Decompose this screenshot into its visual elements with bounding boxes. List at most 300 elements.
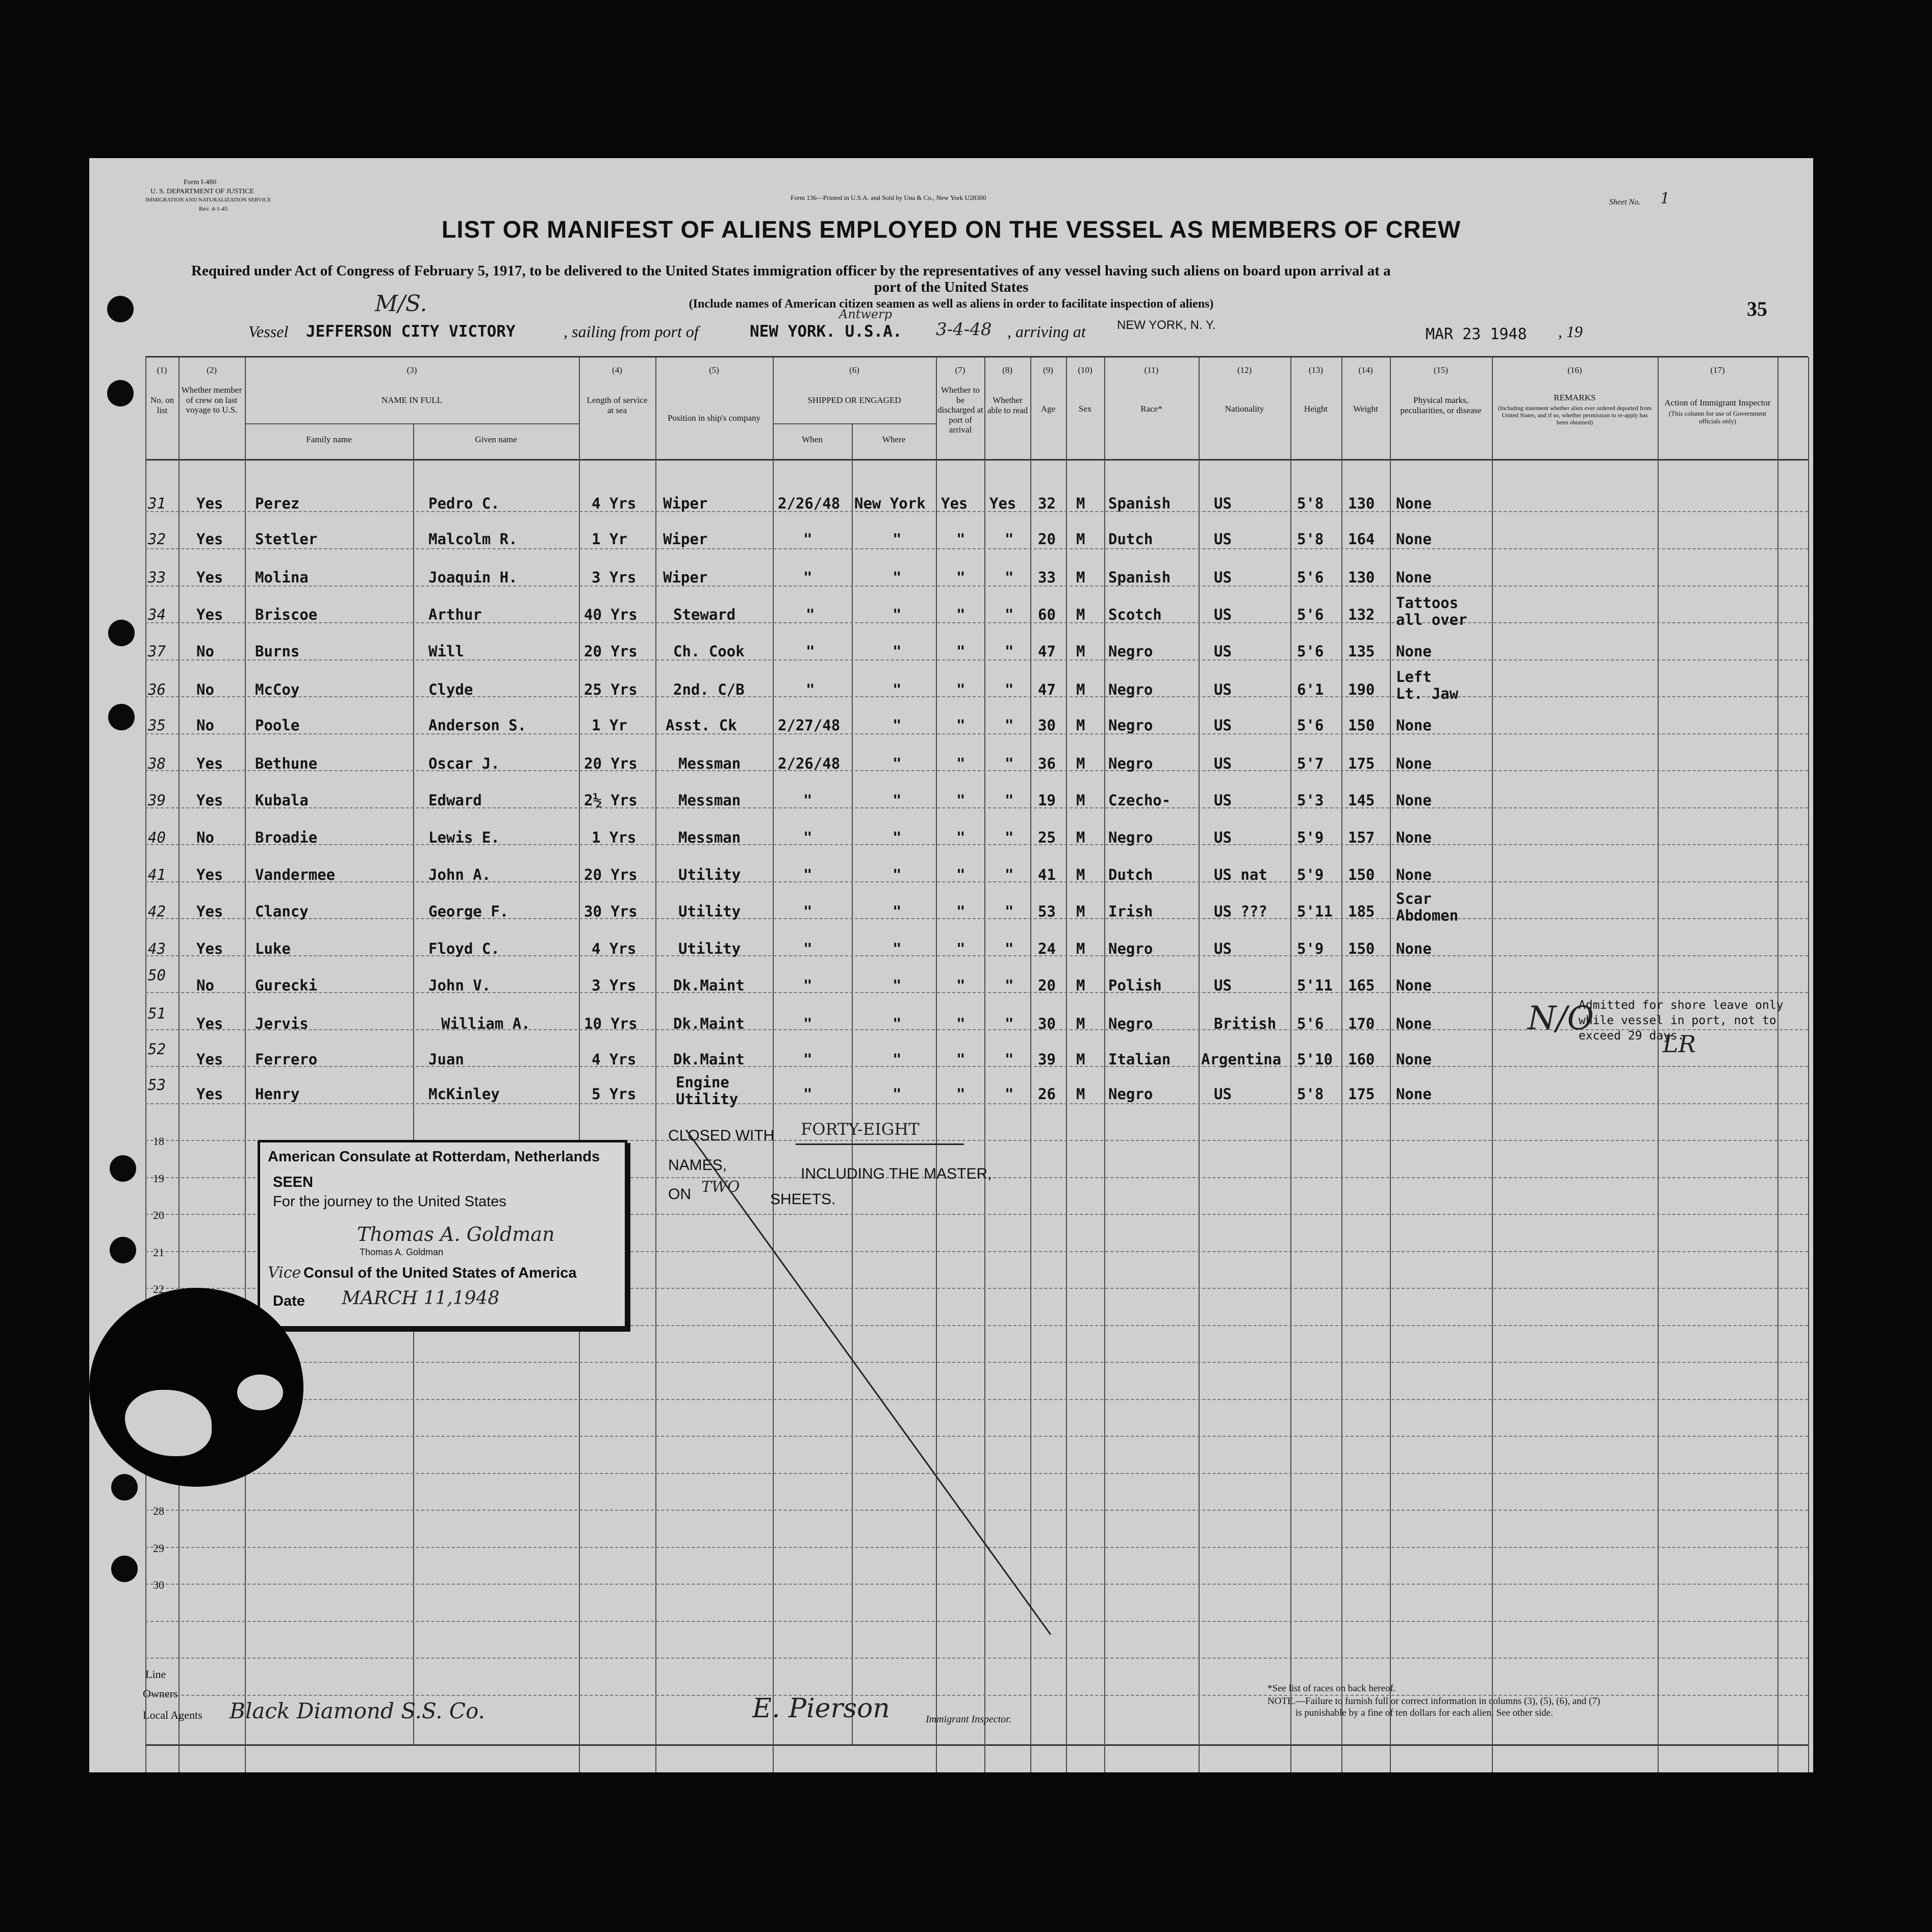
- col-num-3: (3): [406, 365, 417, 375]
- height: 5'11: [1297, 977, 1333, 994]
- last-voyage: No: [196, 717, 214, 734]
- col-num-12: (12): [1237, 365, 1252, 375]
- stamp-date-label: Date: [273, 1293, 305, 1309]
- given-name: Lewis E.: [428, 829, 500, 846]
- nationality: US: [1214, 606, 1232, 623]
- able-to-read: ": [1005, 681, 1014, 698]
- shipped-where: ": [893, 1085, 902, 1103]
- race: Italian: [1108, 1051, 1171, 1068]
- embossed-seal: [89, 1288, 303, 1487]
- col-num-4: (4): [612, 365, 622, 375]
- age: 60: [1038, 606, 1056, 623]
- discharged: ": [956, 1015, 965, 1032]
- stamp-line-3: For the journey to the United States: [273, 1193, 506, 1210]
- shipped-where: ": [893, 829, 902, 846]
- header-name-in-full: NAME IN FULL: [382, 395, 442, 405]
- shipped-where: ": [893, 1015, 902, 1032]
- discharged: ": [956, 530, 965, 548]
- header-remarks: REMARKS: [1554, 393, 1596, 402]
- last-voyage: Yes: [196, 1085, 223, 1103]
- weight: 170: [1348, 1015, 1375, 1032]
- row-number: 35: [148, 717, 166, 734]
- able-to-read: ": [1005, 1085, 1014, 1103]
- row-number: 50: [148, 967, 166, 984]
- height: 5'10: [1297, 1051, 1333, 1068]
- row-number: 39: [148, 792, 166, 809]
- remark-line-3: exceed 29 days.: [1579, 1029, 1685, 1043]
- able-to-read: ": [1005, 1015, 1014, 1032]
- revision: Rev. 4-1-45: [199, 205, 228, 212]
- shipped-where: ": [893, 940, 902, 957]
- length-of-service: 1 Yrs: [592, 829, 637, 846]
- age: 24: [1038, 940, 1056, 957]
- closing-names: NAMES,: [668, 1157, 727, 1174]
- length-of-service: 4 Yrs: [592, 940, 637, 957]
- last-voyage: Yes: [196, 1015, 223, 1032]
- col-num-2: (2): [207, 365, 217, 375]
- physical-marks-line-2: all over: [1396, 611, 1467, 628]
- shipped-when: 2/26/48: [778, 495, 841, 512]
- physical-marks: None: [1396, 1015, 1432, 1032]
- race: Czecho-: [1108, 792, 1171, 809]
- sailing-label: , sailing from port of: [564, 322, 699, 341]
- physical-marks: None: [1396, 530, 1432, 548]
- nationality: US: [1214, 792, 1232, 809]
- sailing-date: 3-4-48: [936, 319, 992, 340]
- header-able-to-read: Whether able to read: [987, 395, 1028, 415]
- closing-sheet-count: TWO: [701, 1178, 740, 1196]
- inspector-signature: E. Pierson: [752, 1693, 890, 1724]
- age: 20: [1038, 530, 1056, 548]
- remark-initials: LR: [1663, 1030, 1696, 1058]
- weight: 130: [1348, 569, 1375, 586]
- page-number: 35: [1747, 297, 1767, 320]
- subtitle-line-3: (Include names of American citizen seamen as well as aliens in order to facilitate inspection of aliens): [689, 297, 1214, 311]
- position: Dk.Maint: [673, 977, 745, 994]
- physical-marks-line-2: Abdomen: [1396, 907, 1459, 924]
- given-name: Anderson S.: [428, 717, 527, 734]
- age: 19: [1038, 792, 1056, 809]
- height: 5'9: [1297, 866, 1324, 883]
- weight: 132: [1348, 606, 1375, 623]
- row-number: 21: [153, 1246, 164, 1259]
- stamp-line-4: Consul of the United States of America: [303, 1265, 577, 1281]
- physical-marks: None: [1396, 1085, 1432, 1103]
- shipped-when: ": [803, 866, 812, 883]
- age: 30: [1038, 1015, 1056, 1032]
- service-name: IMMIGRATION AND NATURALIZATION SERVICE: [145, 197, 271, 203]
- position: Engine: [676, 1074, 729, 1091]
- last-voyage: Yes: [196, 755, 223, 772]
- race: Spanish: [1108, 569, 1171, 586]
- row-number: 41: [148, 866, 166, 883]
- nationality: US: [1214, 717, 1232, 734]
- age: 30: [1038, 717, 1056, 734]
- col-num-5: (5): [709, 365, 719, 375]
- row-number: 28: [153, 1505, 164, 1517]
- height: 5'8: [1297, 495, 1324, 512]
- race: Negro: [1108, 717, 1153, 734]
- sex: M: [1076, 606, 1085, 623]
- position: Utility: [678, 866, 741, 883]
- length-of-service: 1 Yr: [592, 530, 627, 548]
- header-physical-marks: Physical marks, peculiarities, or disease: [1400, 395, 1482, 415]
- length-of-service: 20 Yrs: [584, 643, 638, 660]
- physical-marks: None: [1396, 792, 1432, 809]
- shipped-where: ": [893, 606, 902, 623]
- family-name: Perez: [255, 495, 300, 512]
- nationality: US: [1214, 829, 1232, 846]
- stamp-line-1: American Consulate at Rotterdam, Netherlands: [268, 1149, 600, 1165]
- header-inspector-action: Action of Immigrant Inspector: [1664, 398, 1771, 408]
- family-name: Luke: [255, 940, 291, 957]
- nationality: US: [1214, 940, 1232, 957]
- shipped-when: ": [803, 903, 812, 920]
- header-family-name: Family name: [306, 435, 352, 444]
- footer-agents-label: Local Agents: [143, 1709, 202, 1721]
- arriving-label: , arriving at: [1007, 322, 1086, 341]
- sex: M: [1076, 1085, 1085, 1103]
- family-name: Gurecki: [255, 977, 318, 994]
- given-name: George F.: [428, 903, 509, 920]
- position: 2nd. C/B: [673, 681, 745, 698]
- race: Negro: [1108, 681, 1153, 698]
- shipped-where: New York: [854, 495, 926, 512]
- shipped-when: ": [806, 681, 815, 698]
- physical-marks: Scar: [1396, 890, 1432, 907]
- last-voyage: Yes: [196, 530, 223, 548]
- position: Asst. Ck: [666, 717, 737, 734]
- position: Utility: [678, 903, 741, 920]
- sex: M: [1076, 903, 1085, 920]
- given-name: Joaquin H.: [428, 569, 518, 586]
- length-of-service: 20 Yrs: [584, 866, 638, 883]
- row-number: 36: [148, 681, 166, 698]
- discharged: ": [956, 866, 965, 883]
- discharged: ": [956, 717, 965, 734]
- races-note: *See list of races on back hereof.: [1267, 1683, 1396, 1694]
- height: 5'6: [1297, 569, 1324, 586]
- footer-owners-label: Owners: [143, 1687, 178, 1700]
- sex: M: [1076, 940, 1085, 957]
- binder-hole: [111, 1556, 138, 1582]
- form-number: Form I-480: [184, 179, 217, 186]
- discharged: Yes: [941, 495, 968, 512]
- position: Wiper: [663, 530, 708, 548]
- sex: M: [1076, 866, 1085, 883]
- closing-sheets: SHEETS.: [770, 1191, 836, 1208]
- header-position: Position in ship's company: [667, 413, 761, 423]
- weight: 145: [1348, 792, 1375, 809]
- header-age: Age: [1040, 404, 1056, 414]
- position: Wiper: [663, 569, 708, 586]
- race: Negro: [1108, 755, 1153, 772]
- col-num-7: (7): [955, 365, 965, 375]
- stamp-signature: Thomas A. Goldman: [357, 1223, 555, 1245]
- discharged: ": [956, 792, 965, 809]
- nationality: US: [1214, 530, 1232, 548]
- position: Dk.Maint: [673, 1015, 745, 1032]
- race: Scotch: [1108, 606, 1162, 623]
- stamp-vice: Vice: [268, 1264, 301, 1282]
- last-voyage: No: [196, 977, 214, 994]
- able-to-read: ": [1005, 606, 1014, 623]
- header-length-of-service: Length of service at sea: [587, 395, 648, 415]
- footer-agents-value: Black Diamond S.S. Co.: [230, 1698, 485, 1723]
- race: Irish: [1108, 903, 1153, 920]
- sex: M: [1076, 1015, 1085, 1032]
- nationality: British: [1214, 1015, 1277, 1032]
- shipped-where: ": [893, 681, 902, 698]
- position: Messman: [678, 829, 741, 846]
- discharged: ": [956, 977, 965, 994]
- sex: M: [1076, 643, 1085, 660]
- row-number: 34: [148, 606, 166, 623]
- binder-hole: [108, 620, 135, 646]
- shipped-where: ": [893, 792, 902, 809]
- weight: 160: [1348, 1051, 1375, 1068]
- last-voyage: No: [196, 829, 214, 846]
- discharged: ": [956, 940, 965, 957]
- age: 47: [1038, 643, 1056, 660]
- height: 5'6: [1297, 1015, 1324, 1032]
- family-name: Kubala: [255, 792, 309, 809]
- able-to-read: ": [1005, 829, 1014, 846]
- row-number: 40: [148, 829, 166, 846]
- length-of-service: 3 Yrs: [592, 569, 637, 586]
- header-inspector-note: (This column for use of Government officials only): [1669, 410, 1766, 425]
- able-to-read: ": [1005, 643, 1014, 660]
- printer-line: Form 136—Printed in U.S.A. and Sold by Una & Co., New York U28300: [791, 194, 986, 201]
- length-of-service: 40 Yrs: [584, 606, 638, 623]
- sex: M: [1076, 829, 1085, 846]
- family-name: Jervis: [255, 1015, 309, 1032]
- able-to-read: ": [1005, 717, 1014, 734]
- ms-mark: M/S.: [375, 291, 427, 317]
- physical-marks: Left: [1396, 668, 1432, 685]
- header-discharged: Whether to be discharged at port of arrival: [937, 385, 983, 435]
- able-to-read: ": [1005, 792, 1014, 809]
- position: Messman: [678, 792, 741, 809]
- row-number: 19: [153, 1172, 164, 1185]
- family-name: Clancy: [255, 903, 309, 920]
- header-where: Where: [882, 435, 906, 444]
- height: 5'6: [1297, 606, 1324, 623]
- binder-hole: [108, 704, 135, 730]
- col-num-17: (17): [1710, 365, 1725, 375]
- discharged: ": [956, 569, 965, 586]
- sex: M: [1076, 495, 1085, 512]
- family-name: Bethune: [255, 755, 318, 772]
- position: Ch. Cook: [673, 643, 745, 660]
- family-name: Broadie: [255, 829, 318, 846]
- nationality: US: [1214, 755, 1232, 772]
- closing-closed-with: CLOSED WITH: [668, 1127, 775, 1144]
- col-num-9: (9): [1043, 365, 1053, 375]
- shipped-when: ": [803, 977, 812, 994]
- shipped-where: ": [893, 866, 902, 883]
- race: Negro: [1108, 1015, 1153, 1032]
- family-name: Stetler: [255, 530, 318, 548]
- discharged: ": [956, 1085, 965, 1103]
- vessel-label: Vessel: [248, 322, 289, 341]
- position: Steward: [673, 606, 736, 623]
- note-text-2: is punishable by a fine of ten dollars for each alien. See other side.: [1295, 1708, 1553, 1718]
- given-name: William A.: [441, 1015, 530, 1032]
- nationality: US: [1214, 681, 1232, 698]
- closing-count: FORTY-EIGHT: [801, 1120, 920, 1139]
- col-num-6: (6): [849, 365, 859, 375]
- discharged: ": [956, 903, 965, 920]
- weight: 164: [1348, 530, 1375, 548]
- shipped-when: ": [803, 792, 812, 809]
- able-to-read: ": [1005, 569, 1014, 586]
- physical-marks: None: [1396, 495, 1432, 512]
- age: 53: [1038, 903, 1056, 920]
- closing-on: ON: [668, 1186, 691, 1203]
- able-to-read: ": [1005, 530, 1014, 548]
- arrival-port: NEW YORK, N. Y.: [1117, 318, 1216, 332]
- height: 5'9: [1297, 940, 1324, 957]
- weight: 150: [1348, 866, 1375, 883]
- nationality: US nat: [1214, 866, 1267, 883]
- stamp-seen: SEEN: [273, 1174, 313, 1190]
- row-number: 38: [148, 755, 166, 772]
- height: 6'1: [1297, 681, 1324, 698]
- header-shipped-engaged: SHIPPED OR ENGAGED: [807, 395, 901, 405]
- page-title: LIST OR MANIFEST OF ALIENS EMPLOYED ON THE VESSEL AS MEMBERS OF CREW: [441, 216, 1461, 243]
- row-number: 29: [153, 1542, 164, 1555]
- given-name: McKinley: [428, 1085, 500, 1103]
- age: 32: [1038, 495, 1056, 512]
- shipped-where: ": [893, 717, 902, 734]
- sex: M: [1076, 977, 1085, 994]
- last-voyage: No: [196, 681, 214, 698]
- position: Messman: [678, 755, 741, 772]
- family-name: Molina: [255, 569, 309, 586]
- physical-marks: None: [1396, 940, 1432, 957]
- header-race: Race*: [1140, 404, 1162, 414]
- row-number: 18: [153, 1135, 164, 1148]
- discharged: ": [956, 755, 965, 772]
- header-nationality: Nationality: [1225, 404, 1264, 414]
- row-number: 51: [148, 1005, 166, 1022]
- closing-including: INCLUDING THE MASTER,: [801, 1165, 992, 1182]
- sex: M: [1076, 530, 1085, 548]
- height: 5'3: [1297, 792, 1324, 809]
- row-number: 20: [153, 1209, 164, 1222]
- able-to-read: ": [1005, 903, 1014, 920]
- race: Dutch: [1108, 530, 1153, 548]
- position: Wiper: [663, 495, 708, 512]
- length-of-service: 10 Yrs: [584, 1015, 638, 1032]
- given-name: John A.: [428, 866, 491, 883]
- col-num-10: (10): [1078, 365, 1092, 375]
- weight: 185: [1348, 903, 1375, 920]
- length-of-service: 5 Yrs: [592, 1085, 637, 1103]
- family-name: Poole: [255, 717, 300, 734]
- height: 5'6: [1297, 643, 1324, 660]
- last-voyage: Yes: [196, 792, 223, 809]
- row-number: 42: [148, 903, 166, 920]
- shipped-when: ": [806, 606, 815, 623]
- stamp-typed-name: Thomas A. Goldman: [360, 1247, 444, 1257]
- weight: 130: [1348, 495, 1375, 512]
- given-name: Arthur: [428, 606, 482, 623]
- physical-marks: None: [1396, 866, 1432, 883]
- consulate-stamp: [258, 1140, 627, 1329]
- age: 26: [1038, 1085, 1056, 1103]
- given-name: Malcolm R.: [428, 530, 518, 548]
- age: 41: [1038, 866, 1056, 883]
- height: 5'8: [1297, 1085, 1324, 1103]
- age: 39: [1038, 1051, 1056, 1068]
- able-to-read: ": [1005, 866, 1014, 883]
- col-num-15: (15): [1433, 365, 1448, 375]
- binder-hole: [110, 1155, 136, 1182]
- length-of-service: 4 Yrs: [592, 495, 637, 512]
- physical-marks-line-2: Lt. Jaw: [1396, 685, 1459, 702]
- row-number: 53: [148, 1076, 166, 1094]
- col-num-14: (14): [1358, 365, 1373, 375]
- able-to-read: ": [1005, 755, 1014, 772]
- physical-marks: Tattoos: [1396, 594, 1459, 612]
- nationality: US: [1214, 643, 1232, 660]
- header-last-voyage: Whether member of crew on last voyage to U.S.: [181, 385, 242, 415]
- family-name: Henry: [255, 1085, 300, 1103]
- given-name: Will: [428, 643, 464, 660]
- height: 5'8: [1297, 530, 1324, 548]
- given-name: Oscar J.: [428, 755, 500, 772]
- sex: M: [1076, 681, 1085, 698]
- subtitle-line-1: Required under Act of Congress of February 5, 1917, to be delivered to the United States immigration officer by the representatives of any vessel having such aliens on board upon arrival at a: [191, 263, 1391, 279]
- length-of-service: 25 Yrs: [584, 681, 638, 698]
- last-voyage: No: [196, 643, 214, 660]
- discharged: ": [956, 681, 965, 698]
- header-remarks-note: (Including statement whether alien ever ordered deported from United States, and if so, whether permission to re-apply has been obtained): [1497, 404, 1652, 426]
- departure-port: NEW YORK. U.S.A.: [750, 322, 902, 341]
- physical-marks: None: [1396, 643, 1432, 660]
- binder-hole: [110, 1237, 136, 1263]
- departure-port-handwritten: Antwerp: [839, 307, 893, 321]
- shipped-when: ": [803, 530, 812, 548]
- race: Spanish: [1108, 495, 1171, 512]
- able-to-read: ": [1005, 1051, 1014, 1068]
- shipped-where: ": [893, 643, 902, 660]
- shipped-when: ": [803, 1015, 812, 1032]
- year-label: , 19: [1558, 322, 1583, 341]
- shipped-when: ": [803, 940, 812, 957]
- nationality: US: [1214, 977, 1232, 994]
- height: 5'7: [1297, 755, 1324, 772]
- shipped-when: ": [803, 569, 812, 586]
- length-of-service: 30 Yrs: [584, 903, 638, 920]
- sex: M: [1076, 1051, 1085, 1068]
- nationality: Argentina: [1201, 1051, 1282, 1068]
- family-name: Vandermee: [255, 866, 336, 883]
- length-of-service: 4 Yrs: [592, 1051, 637, 1068]
- row-number: 33: [148, 569, 166, 586]
- header-sex: Sex: [1078, 404, 1092, 414]
- race: Negro: [1108, 643, 1153, 660]
- last-voyage: Yes: [196, 1051, 223, 1068]
- physical-marks: None: [1396, 755, 1432, 772]
- remark-mark: N/O: [1528, 1000, 1594, 1037]
- inspector-label: Immigrant Inspector.: [926, 1714, 1011, 1725]
- length-of-service: 2½ Yrs: [584, 792, 638, 809]
- race: Negro: [1108, 829, 1153, 846]
- weight: 190: [1348, 681, 1375, 698]
